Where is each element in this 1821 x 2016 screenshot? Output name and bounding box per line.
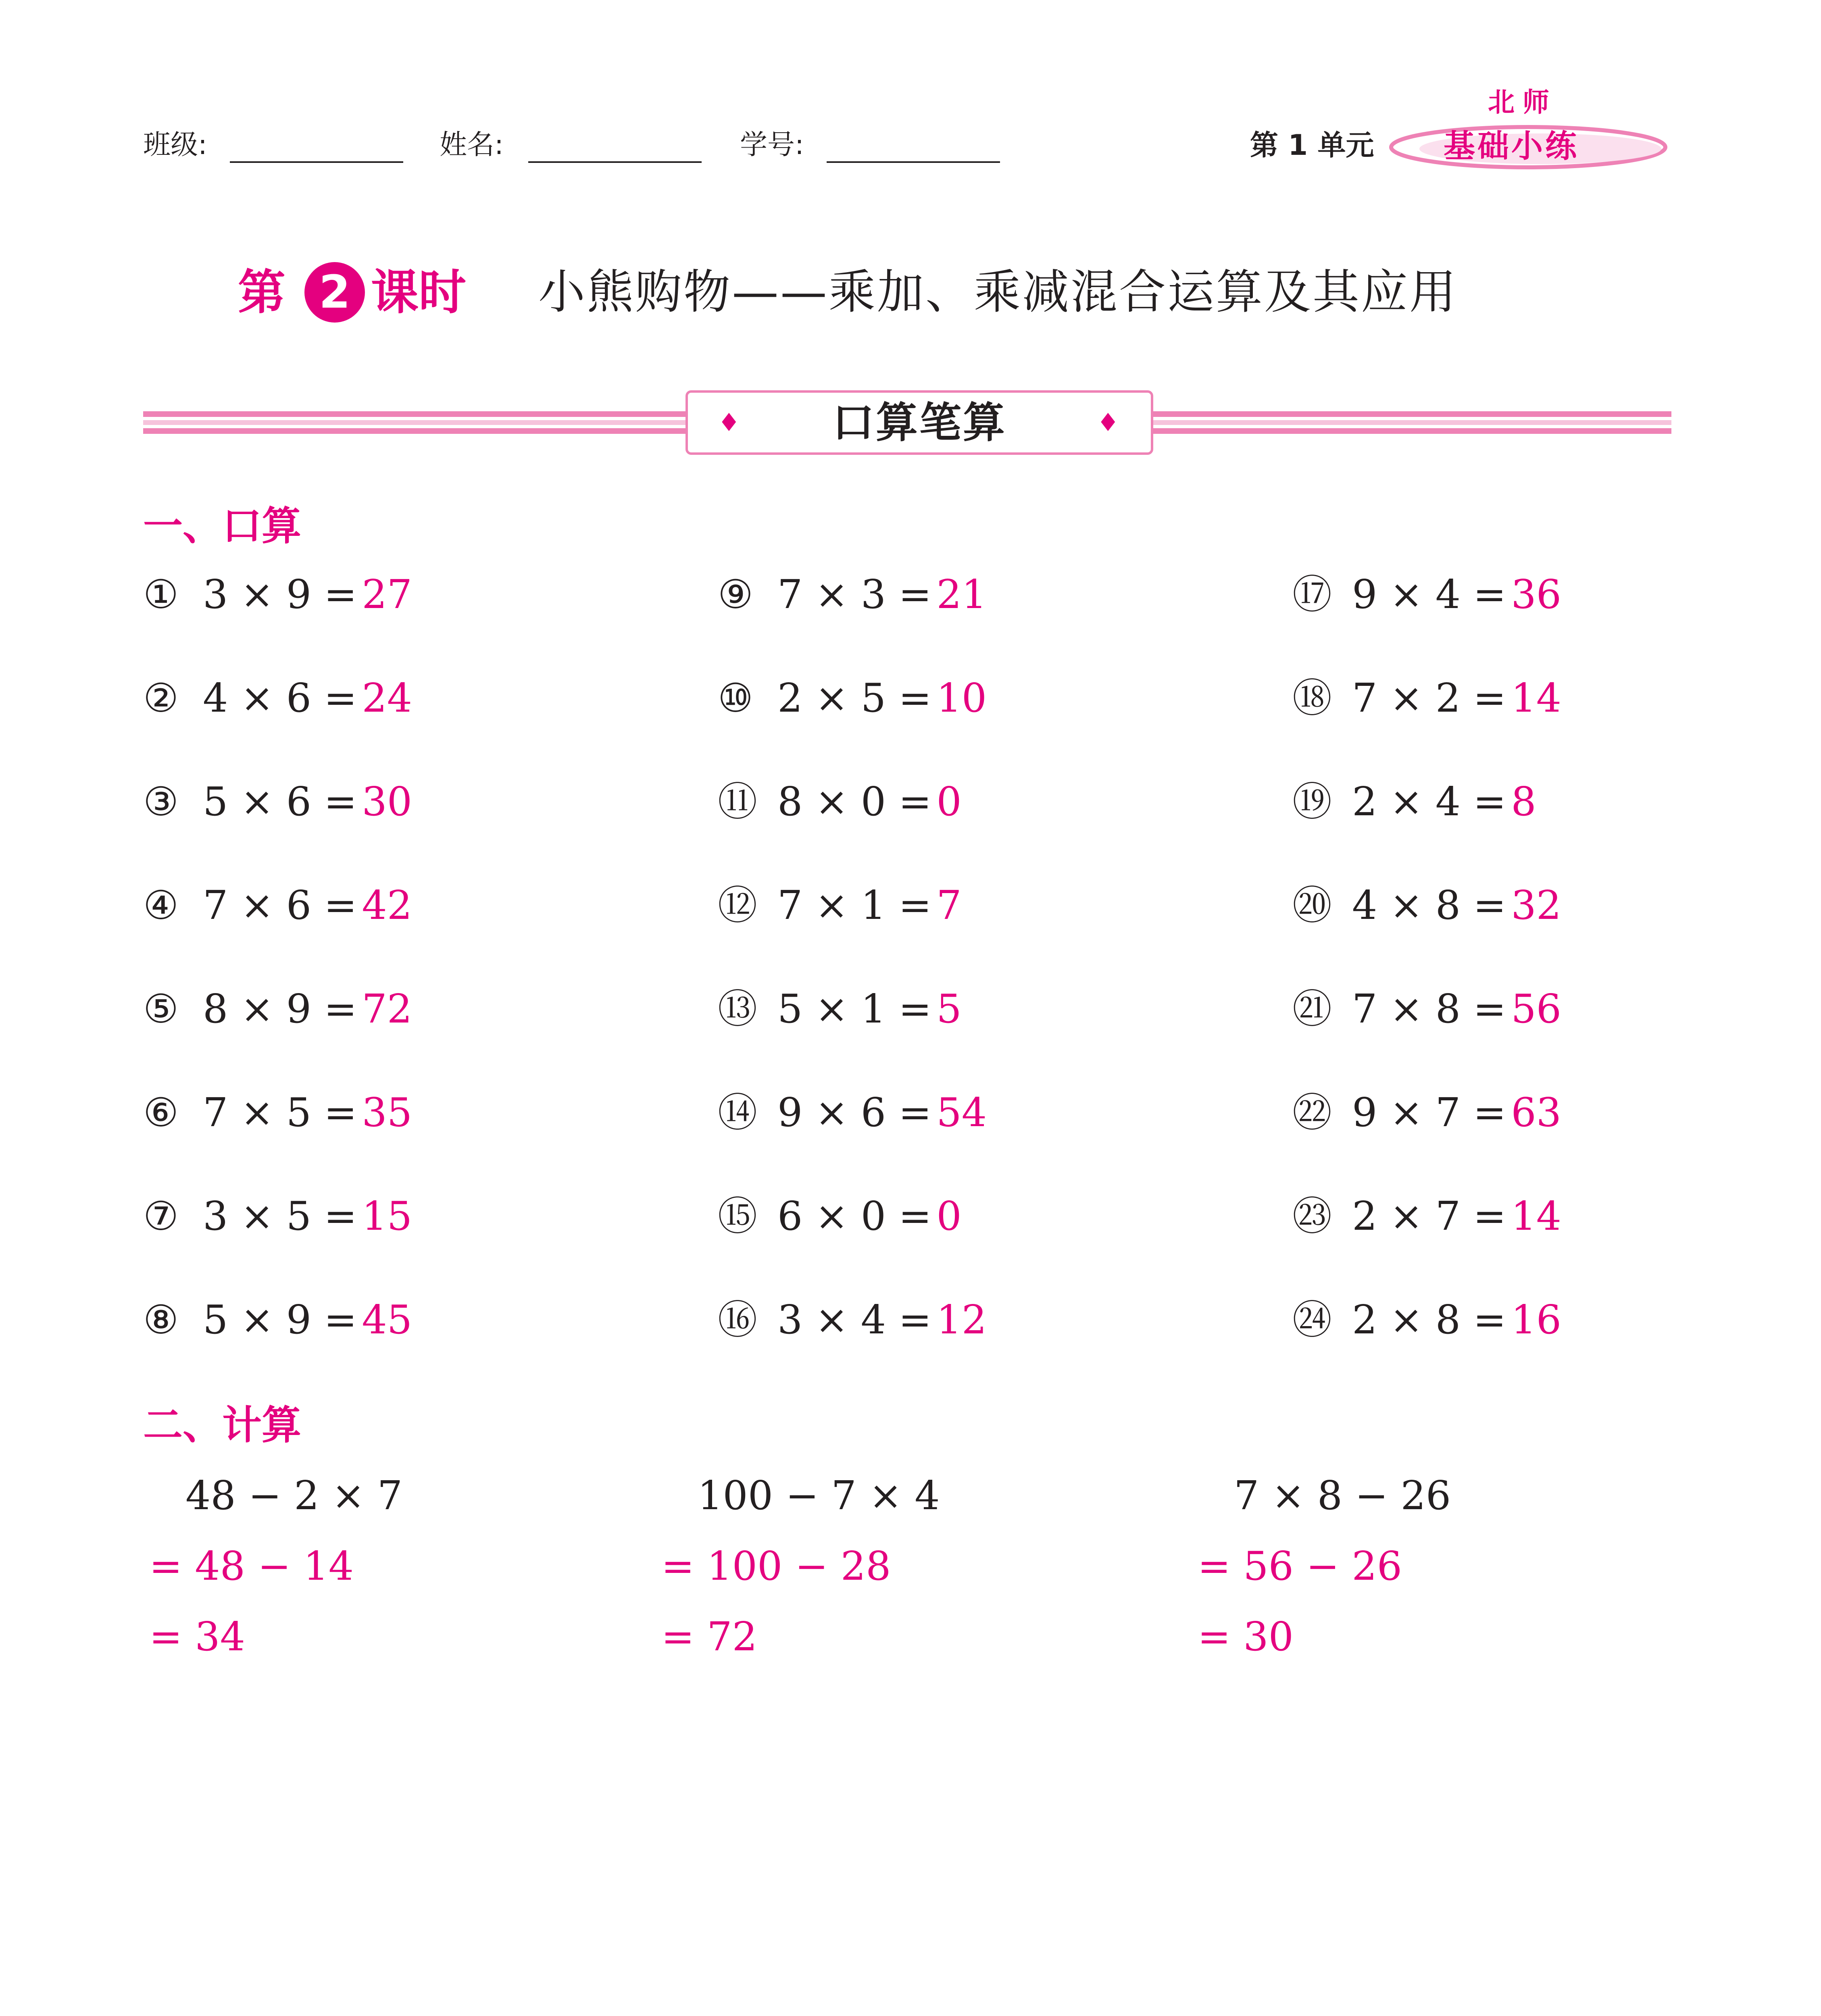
calc-result[interactable]: = 34	[149, 1614, 245, 1660]
problem-expression: 3 × 9 =	[203, 572, 357, 618]
problem-number: ④	[143, 883, 179, 929]
problem-answer[interactable]: 36	[1511, 572, 1562, 618]
problem-answer[interactable]: 30	[362, 779, 413, 825]
problem-number: ⑬	[718, 986, 758, 1032]
problem-answer[interactable]: 14	[1511, 1193, 1562, 1239]
problem-answer[interactable]: 7	[936, 883, 962, 929]
problem-number: ㉔	[1292, 1297, 1332, 1343]
calc-expression: 48 − 2 × 7	[185, 1473, 403, 1519]
problem-expression: 7 × 8 =	[1352, 986, 1506, 1032]
problem-number: ⑦	[143, 1193, 179, 1239]
problem-number: ⑫	[718, 883, 758, 929]
problem-number: ㉑	[1292, 986, 1332, 1032]
oral-problem	[718, 879, 962, 932]
problem-expression: 3 × 5 =	[203, 1193, 357, 1239]
oral-problem	[143, 672, 412, 725]
problem-number: ⑭	[718, 1090, 758, 1136]
section2-title: 二、计算	[143, 1402, 302, 1448]
problem-number: ㉒	[1292, 1090, 1332, 1136]
calc-step1[interactable]: = 48 − 14	[149, 1543, 354, 1589]
oral-problem	[1292, 672, 1561, 725]
oral-problem	[1292, 776, 1536, 828]
calc-expression: 7 × 8 − 26	[1234, 1473, 1451, 1519]
problem-expression: 4 × 6 =	[203, 675, 357, 721]
name-blank[interactable]	[528, 161, 702, 163]
problem-answer[interactable]: 32	[1511, 883, 1562, 929]
oral-problem	[143, 983, 412, 1035]
problem-number: ⑥	[143, 1090, 179, 1136]
problem-answer[interactable]: 24	[362, 675, 413, 721]
problem-expression: 9 × 7 =	[1352, 1090, 1506, 1136]
oral-problem	[143, 776, 412, 828]
problem-expression: 7 × 1 =	[777, 883, 932, 929]
calc-result[interactable]: = 72	[661, 1614, 757, 1660]
problem-number: ③	[143, 779, 179, 825]
problem-number: ⑧	[143, 1297, 179, 1343]
problem-expression: 5 × 6 =	[203, 779, 357, 825]
student-id-label: 学号:	[740, 129, 804, 161]
problem-expression: 2 × 5 =	[777, 675, 932, 721]
oral-problem	[1292, 1087, 1561, 1139]
problem-answer[interactable]: 35	[362, 1090, 413, 1136]
problem-expression: 6 × 0 =	[777, 1193, 932, 1239]
problem-answer[interactable]: 54	[936, 1090, 987, 1136]
problem-answer[interactable]: 12	[936, 1297, 987, 1343]
oral-problem	[1292, 1294, 1561, 1346]
problem-answer[interactable]: 0	[936, 779, 962, 825]
oral-problem	[1292, 879, 1561, 932]
oral-problem	[718, 983, 962, 1035]
problem-expression: 2 × 7 =	[1352, 1193, 1506, 1239]
problem-expression: 7 × 2 =	[1352, 675, 1506, 721]
problem-answer[interactable]: 63	[1511, 1090, 1562, 1136]
diamond-left-icon: ♦	[718, 408, 740, 437]
problem-answer[interactable]: 56	[1511, 986, 1562, 1032]
problem-number: ②	[143, 675, 179, 721]
problem-number: ⑯	[718, 1297, 758, 1343]
banner-title: 口算笔算	[832, 398, 1006, 447]
problem-answer[interactable]: 16	[1511, 1297, 1562, 1343]
problem-answer[interactable]: 5	[936, 986, 962, 1032]
problem-expression: 9 × 4 =	[1352, 572, 1506, 618]
problem-answer[interactable]: 72	[362, 986, 413, 1032]
problem-expression: 2 × 4 =	[1352, 779, 1506, 825]
student-id-blank[interactable]	[827, 161, 1000, 163]
problem-number: ⑮	[718, 1193, 758, 1239]
problem-expression: 5 × 1 =	[777, 986, 932, 1032]
lesson-title: 小熊购物——乘加、乘减混合运算及其应用	[538, 265, 1458, 319]
lesson-suffix: 课时	[371, 264, 467, 320]
name-label: 姓名:	[440, 129, 504, 161]
oral-problem	[143, 879, 412, 932]
class-blank[interactable]	[230, 161, 403, 163]
problem-number: ⑩	[718, 675, 753, 721]
problem-number: ⑲	[1292, 779, 1332, 825]
oral-problem	[718, 776, 962, 828]
problem-number: ⑨	[718, 572, 753, 618]
problem-expression: 7 × 3 =	[777, 572, 932, 618]
oral-problem	[718, 569, 987, 621]
problem-number: ①	[143, 572, 179, 618]
oral-problem	[143, 1087, 412, 1139]
problem-answer[interactable]: 8	[1511, 779, 1536, 825]
oral-problem	[718, 1190, 962, 1243]
oral-problem	[1292, 983, 1561, 1035]
oral-problem	[718, 1087, 987, 1139]
calc-expression: 100 − 7 × 4	[698, 1473, 940, 1519]
problem-number: ⑳	[1292, 883, 1332, 929]
section1-title: 一、口算	[143, 503, 302, 549]
problem-expression: 2 × 8 =	[1352, 1297, 1506, 1343]
problem-expression: 8 × 0 =	[777, 779, 932, 825]
problem-answer[interactable]: 15	[362, 1193, 413, 1239]
problem-number: ⑰	[1292, 572, 1332, 618]
oral-problem	[1292, 569, 1561, 621]
oral-problem	[1292, 1190, 1561, 1243]
problem-expression: 7 × 6 =	[203, 883, 357, 929]
problem-expression: 9 × 6 =	[777, 1090, 932, 1136]
problem-answer[interactable]: 21	[936, 572, 987, 618]
problem-answer[interactable]: 10	[936, 675, 987, 721]
problem-answer[interactable]: 45	[362, 1297, 413, 1343]
problem-answer[interactable]: 42	[362, 883, 413, 929]
problem-expression: 3 × 4 =	[777, 1297, 932, 1343]
calc-result[interactable]: = 30	[1198, 1614, 1294, 1660]
problem-expression: 8 × 9 =	[203, 986, 357, 1032]
calc-step1[interactable]: = 100 − 28	[661, 1543, 891, 1589]
oral-problem	[718, 1294, 987, 1346]
brand-name: 基础小练	[1444, 128, 1579, 165]
problem-number: ㉓	[1292, 1193, 1332, 1239]
oral-problem	[143, 1294, 412, 1346]
oral-problem	[143, 1190, 412, 1243]
lesson-prefix: 第	[238, 264, 286, 320]
problem-expression: 7 × 5 =	[203, 1090, 357, 1136]
oral-problem	[143, 569, 412, 621]
problem-number: ⑤	[143, 986, 179, 1032]
problem-number: ⑱	[1292, 675, 1332, 721]
problem-number: ⑪	[718, 779, 758, 825]
problem-expression: 4 × 8 =	[1352, 883, 1506, 929]
problem-answer[interactable]: 0	[936, 1193, 962, 1239]
problem-answer[interactable]: 27	[362, 572, 413, 618]
problem-answer[interactable]: 14	[1511, 675, 1562, 721]
unit-label: 第 1 单元	[1250, 129, 1374, 162]
problem-expression: 5 × 9 =	[203, 1297, 357, 1343]
class-label: 班级:	[143, 129, 207, 161]
lesson-number-badge: 2	[304, 262, 365, 323]
brand-subtitle: 北师	[1488, 87, 1557, 118]
oral-problem	[718, 672, 987, 725]
diamond-right-icon: ♦	[1097, 408, 1119, 437]
calc-step1[interactable]: = 56 − 26	[1198, 1543, 1402, 1589]
